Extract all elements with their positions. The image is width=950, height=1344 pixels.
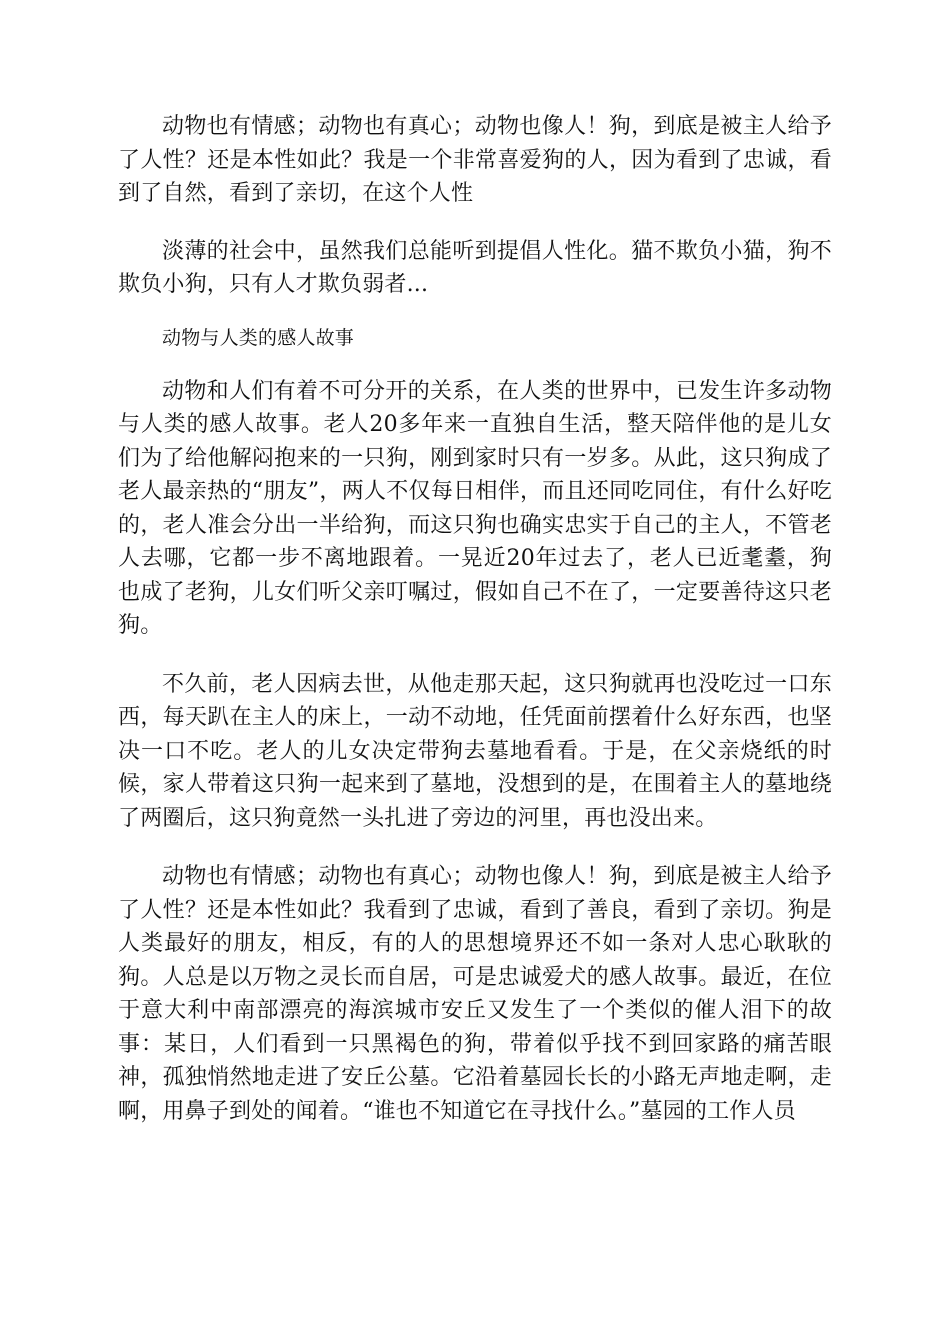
paragraph-old-man-and-dog: 动物和人们有着不可分开的关系，在人类的世界中，已发生许多动物与人类的感人故事。老人20多年来一直独自生活，整天陪伴他的是儿女们为了给他解闷抱来的一只狗，刚到家时只有一岁多。从此，这只狗成了老人最亲热的“朋友”，两人不仅每日相伴，而且还同吃同住，有什么好吃的，老人准会分出一半给狗，而这只狗也确实忠实于自己的主人，不管老人去哪，它都一步不离地跟着。一晃近20年过去了，老人已近耄耋，狗也成了老狗，儿女们听父亲叮嘱过，假如自己不在了，一定要善待这只老狗。 (118, 378, 832, 638)
document-page (118, 110, 832, 1128)
paragraph-dog-grief: 不久前，老人因病去世，从他走那天起，这只狗就再也没吃过一口东西，每天趴在主人的床上，一动不动地，任凭面前摆着什么好东西，也坚决一口不吃。老人的儿女决定带狗去墓地看看。于是，在父亲烧纸的时候，家人带着这只狗一起来到了墓地，没想到的是，在围着主人的墓地绕了两圈后，这只狗竟然一头扎进了旁边的河里，再也没出来。 (118, 671, 832, 831)
paragraph-reflection: 动物也有情感；动物也有真心；动物也像人！狗，到底是被主人给予了人性？还是本性如此？我看到了忠诚，看到了善良，看到了亲切。狗是人类最好的朋友，相反，有的人的思想境界还不如一条对人忠心耿耿的狗。人总是以万物之灵长而自居，可是忠诚爱犬的感人故事。最近，在位于意大利中南部漂亮的海滨城市安丘又发生了一个类似的催人泪下的故事：某日，人们看到一只黑褐色的狗，带着似乎找不到回家路的痛苦眼神，孤独悄然地走进了安丘公墓。它沿着墓园长长的小路无声地走啊，走啊，用鼻子到处的闻着。“谁也不知道它在寻找什么。”墓园的工作人员 (118, 864, 832, 1124)
section-heading: 动物与人类的感人故事 (162, 326, 355, 349)
paragraph-intro: 动物也有情感；动物也有真心；动物也像人！狗，到底是被主人给予了人性？还是本性如此？我是一个非常喜爱狗的人，因为看到了忠诚，看到了自然，看到了亲切，在这个人性 (118, 114, 832, 206)
paragraph-intro-continued: 淡薄的社会中，虽然我们总能听到提倡人性化。猫不欺负小猫，狗不欺负小狗，只有人才欺负弱者... (118, 238, 832, 297)
